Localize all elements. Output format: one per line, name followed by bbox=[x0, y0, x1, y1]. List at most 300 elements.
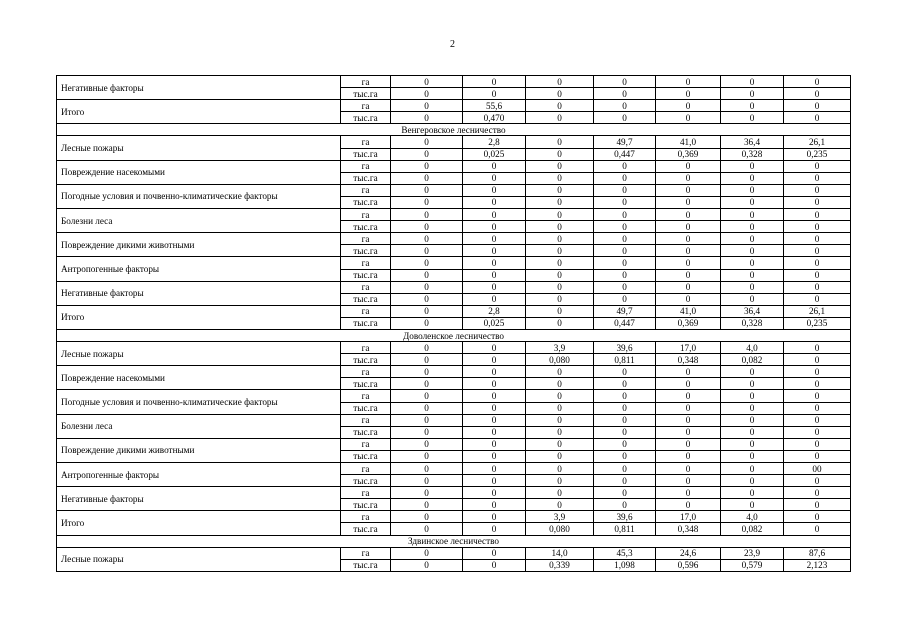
value-cell: 0 bbox=[594, 475, 656, 487]
value-cell: 0 bbox=[721, 390, 784, 402]
table-row bbox=[57, 463, 851, 475]
value-cell: 0 bbox=[391, 136, 463, 148]
value-cell: 0 bbox=[463, 172, 526, 184]
value-cell: 0 bbox=[526, 402, 594, 414]
value-cell: 0 bbox=[721, 245, 784, 257]
table-row bbox=[57, 233, 851, 245]
row-label: Лесные пожары bbox=[57, 342, 341, 366]
value-cell: 0 bbox=[391, 402, 463, 414]
value-cell: 0 bbox=[526, 499, 594, 511]
value-cell: 0 bbox=[656, 463, 721, 475]
value-cell: 0 bbox=[784, 233, 851, 245]
value-cell: 0 bbox=[656, 100, 721, 112]
value-cell: 0 bbox=[594, 426, 656, 438]
value-cell: 0 bbox=[526, 487, 594, 499]
value-cell: 41,0 bbox=[656, 136, 721, 148]
table-row bbox=[57, 100, 851, 112]
unit-cell: тыс.га bbox=[341, 245, 391, 257]
value-cell: 17,0 bbox=[656, 511, 721, 523]
value-cell: 0 bbox=[594, 88, 656, 100]
value-cell: 0 bbox=[721, 257, 784, 269]
value-cell: 0,811 bbox=[594, 523, 656, 535]
value-cell: 0 bbox=[526, 148, 594, 160]
value-cell: 0 bbox=[526, 257, 594, 269]
value-cell: 0 bbox=[463, 245, 526, 257]
value-cell: 2,8 bbox=[463, 305, 526, 317]
table-row bbox=[57, 366, 851, 378]
row-label: Итого bbox=[57, 305, 341, 329]
unit-cell: тыс.га bbox=[341, 475, 391, 487]
value-cell: 0 bbox=[391, 112, 463, 124]
value-cell: 0 bbox=[391, 281, 463, 293]
unit-cell: га bbox=[341, 390, 391, 402]
value-cell: 0 bbox=[463, 342, 526, 354]
value-cell: 0 bbox=[526, 378, 594, 390]
row-label: Болезни леса bbox=[57, 414, 341, 438]
value-cell: 0 bbox=[391, 523, 463, 535]
section-title: Доволенское лесничество bbox=[57, 329, 851, 341]
row-label: Болезни леса bbox=[57, 209, 341, 233]
table-row bbox=[57, 76, 851, 88]
value-cell: 0 bbox=[784, 523, 851, 535]
unit-cell: га bbox=[341, 547, 391, 559]
value-cell: 0,579 bbox=[721, 559, 784, 571]
value-cell: 0 bbox=[526, 414, 594, 426]
value-cell: 0 bbox=[784, 499, 851, 511]
value-cell: 0 bbox=[526, 112, 594, 124]
value-cell: 0 bbox=[784, 160, 851, 172]
value-cell: 49,7 bbox=[594, 305, 656, 317]
table-row bbox=[57, 390, 851, 402]
value-cell: 0 bbox=[391, 209, 463, 221]
value-cell: 00 bbox=[784, 463, 851, 475]
value-cell: 0 bbox=[594, 100, 656, 112]
row-label: Повреждение насекомыми bbox=[57, 160, 341, 184]
value-cell: 0 bbox=[463, 463, 526, 475]
value-cell: 0 bbox=[656, 426, 721, 438]
value-cell: 0,470 bbox=[463, 112, 526, 124]
value-cell: 0 bbox=[391, 269, 463, 281]
value-cell: 0 bbox=[656, 160, 721, 172]
value-cell: 0 bbox=[463, 402, 526, 414]
value-cell: 0 bbox=[784, 257, 851, 269]
value-cell: 23,9 bbox=[721, 547, 784, 559]
value-cell: 0 bbox=[391, 76, 463, 88]
value-cell: 0 bbox=[656, 293, 721, 305]
unit-cell: га bbox=[341, 511, 391, 523]
value-cell: 0 bbox=[526, 317, 594, 329]
value-cell: 0 bbox=[463, 354, 526, 366]
value-cell: 49,7 bbox=[594, 136, 656, 148]
unit-cell: га bbox=[341, 463, 391, 475]
value-cell: 0 bbox=[391, 450, 463, 462]
value-cell: 0 bbox=[656, 378, 721, 390]
value-cell: 0 bbox=[656, 487, 721, 499]
value-cell: 0 bbox=[526, 100, 594, 112]
value-cell: 0 bbox=[594, 499, 656, 511]
row-label: Повреждение дикими животными bbox=[57, 233, 341, 257]
value-cell: 0 bbox=[594, 450, 656, 462]
unit-cell: га bbox=[341, 100, 391, 112]
value-cell: 0 bbox=[721, 233, 784, 245]
value-cell: 0 bbox=[391, 160, 463, 172]
value-cell: 0 bbox=[594, 257, 656, 269]
value-cell: 0 bbox=[721, 76, 784, 88]
section-header-row bbox=[57, 124, 851, 136]
value-cell: 0 bbox=[721, 450, 784, 462]
value-cell: 0 bbox=[463, 160, 526, 172]
value-cell: 0 bbox=[721, 366, 784, 378]
value-cell: 0 bbox=[784, 438, 851, 450]
value-cell: 0 bbox=[656, 499, 721, 511]
row-label: Повреждение насекомыми bbox=[57, 366, 341, 390]
value-cell: 0 bbox=[463, 559, 526, 571]
table-row bbox=[57, 487, 851, 499]
value-cell: 0 bbox=[656, 76, 721, 88]
value-cell: 0 bbox=[594, 245, 656, 257]
unit-cell: га bbox=[341, 342, 391, 354]
value-cell: 0,447 bbox=[594, 317, 656, 329]
value-cell: 0 bbox=[391, 233, 463, 245]
section-header-row bbox=[57, 535, 851, 547]
value-cell: 0 bbox=[391, 100, 463, 112]
value-cell: 14,0 bbox=[526, 547, 594, 559]
value-cell: 0 bbox=[594, 196, 656, 208]
unit-cell: га bbox=[341, 184, 391, 196]
value-cell: 0 bbox=[594, 378, 656, 390]
value-cell: 0,082 bbox=[721, 523, 784, 535]
value-cell: 0 bbox=[656, 184, 721, 196]
value-cell: 0 bbox=[391, 426, 463, 438]
value-cell: 0 bbox=[784, 366, 851, 378]
value-cell: 0,348 bbox=[656, 354, 721, 366]
value-cell: 0 bbox=[721, 499, 784, 511]
value-cell: 0 bbox=[526, 196, 594, 208]
value-cell: 0 bbox=[784, 221, 851, 233]
value-cell: 0 bbox=[721, 112, 784, 124]
value-cell: 0 bbox=[526, 184, 594, 196]
value-cell: 0 bbox=[594, 438, 656, 450]
value-cell: 0 bbox=[391, 317, 463, 329]
value-cell: 0 bbox=[721, 378, 784, 390]
value-cell: 0 bbox=[526, 172, 594, 184]
value-cell: 0 bbox=[391, 354, 463, 366]
value-cell: 0 bbox=[391, 463, 463, 475]
value-cell: 0,811 bbox=[594, 354, 656, 366]
unit-cell: га bbox=[341, 257, 391, 269]
value-cell: 0 bbox=[463, 426, 526, 438]
value-cell: 0 bbox=[784, 390, 851, 402]
value-cell: 0,328 bbox=[721, 148, 784, 160]
value-cell: 0 bbox=[784, 245, 851, 257]
value-cell: 0 bbox=[463, 523, 526, 535]
section-title: Венгеровское лесничество bbox=[57, 124, 851, 136]
section-title: Здвинское лесничество bbox=[57, 535, 851, 547]
unit-cell: га bbox=[341, 414, 391, 426]
value-cell: 0 bbox=[784, 475, 851, 487]
value-cell: 0 bbox=[721, 172, 784, 184]
value-cell: 0 bbox=[656, 221, 721, 233]
value-cell: 0 bbox=[784, 112, 851, 124]
row-label: Лесные пожары bbox=[57, 547, 341, 571]
row-label: Итого bbox=[57, 511, 341, 535]
value-cell: 0 bbox=[594, 112, 656, 124]
value-cell: 0 bbox=[391, 342, 463, 354]
value-cell: 39,6 bbox=[594, 511, 656, 523]
unit-cell: тыс.га bbox=[341, 402, 391, 414]
value-cell: 0 bbox=[463, 378, 526, 390]
table-row bbox=[57, 511, 851, 523]
unit-cell: тыс.га bbox=[341, 112, 391, 124]
value-cell: 0 bbox=[784, 76, 851, 88]
value-cell: 0 bbox=[526, 209, 594, 221]
value-cell: 0 bbox=[463, 76, 526, 88]
table-row bbox=[57, 160, 851, 172]
row-label: Лесные пожары bbox=[57, 136, 341, 160]
value-cell: 0 bbox=[784, 450, 851, 462]
value-cell: 0 bbox=[656, 112, 721, 124]
value-cell: 0,369 bbox=[656, 148, 721, 160]
value-cell: 0 bbox=[463, 196, 526, 208]
value-cell: 0,025 bbox=[463, 317, 526, 329]
value-cell: 0 bbox=[391, 196, 463, 208]
value-cell: 0 bbox=[594, 281, 656, 293]
value-cell: 45,3 bbox=[594, 547, 656, 559]
value-cell: 0 bbox=[594, 221, 656, 233]
unit-cell: га bbox=[341, 305, 391, 317]
unit-cell: тыс.га bbox=[341, 221, 391, 233]
value-cell: 17,0 bbox=[656, 342, 721, 354]
table-row bbox=[57, 547, 851, 559]
unit-cell: тыс.га bbox=[341, 523, 391, 535]
row-label: Погодные условия и почвенно-климатические факторы bbox=[57, 390, 341, 414]
value-cell: 0 bbox=[784, 487, 851, 499]
unit-cell: тыс.га bbox=[341, 88, 391, 100]
value-cell: 0,082 bbox=[721, 354, 784, 366]
value-cell: 0 bbox=[463, 233, 526, 245]
value-cell: 0 bbox=[656, 209, 721, 221]
value-cell: 0 bbox=[526, 233, 594, 245]
value-cell: 0 bbox=[721, 196, 784, 208]
value-cell: 0 bbox=[463, 438, 526, 450]
value-cell: 0 bbox=[391, 499, 463, 511]
value-cell: 0 bbox=[721, 414, 784, 426]
value-cell: 0 bbox=[784, 100, 851, 112]
value-cell: 0 bbox=[594, 293, 656, 305]
value-cell: 1,098 bbox=[594, 559, 656, 571]
value-cell: 0 bbox=[391, 390, 463, 402]
value-cell: 0 bbox=[526, 475, 594, 487]
value-cell: 0 bbox=[784, 354, 851, 366]
value-cell: 0 bbox=[463, 390, 526, 402]
value-cell: 0 bbox=[391, 221, 463, 233]
value-cell: 0 bbox=[784, 402, 851, 414]
value-cell: 0 bbox=[784, 511, 851, 523]
value-cell: 0 bbox=[594, 233, 656, 245]
value-cell: 0 bbox=[594, 402, 656, 414]
value-cell: 0 bbox=[656, 402, 721, 414]
value-cell: 0 bbox=[391, 293, 463, 305]
row-label: Антропогенные факторы bbox=[57, 257, 341, 281]
value-cell: 0 bbox=[656, 233, 721, 245]
value-cell: 26,1 bbox=[784, 305, 851, 317]
value-cell: 0 bbox=[463, 511, 526, 523]
row-label: Негативные факторы bbox=[57, 76, 341, 100]
value-cell: 0 bbox=[391, 378, 463, 390]
value-cell: 0 bbox=[784, 269, 851, 281]
value-cell: 0 bbox=[784, 378, 851, 390]
value-cell: 0 bbox=[526, 366, 594, 378]
value-cell: 0 bbox=[721, 293, 784, 305]
value-cell: 0,339 bbox=[526, 559, 594, 571]
unit-cell: тыс.га bbox=[341, 293, 391, 305]
table-row bbox=[57, 209, 851, 221]
value-cell: 0 bbox=[463, 257, 526, 269]
value-cell: 36,4 bbox=[721, 305, 784, 317]
unit-cell: тыс.га bbox=[341, 317, 391, 329]
value-cell: 0 bbox=[463, 281, 526, 293]
value-cell: 0 bbox=[391, 305, 463, 317]
value-cell: 0,348 bbox=[656, 523, 721, 535]
value-cell: 0 bbox=[391, 245, 463, 257]
unit-cell: га bbox=[341, 76, 391, 88]
unit-cell: тыс.га bbox=[341, 426, 391, 438]
value-cell: 0 bbox=[784, 172, 851, 184]
value-cell: 0 bbox=[391, 511, 463, 523]
unit-cell: га bbox=[341, 233, 391, 245]
value-cell: 0 bbox=[463, 366, 526, 378]
value-cell: 0 bbox=[656, 475, 721, 487]
value-cell: 0 bbox=[784, 281, 851, 293]
value-cell: 0 bbox=[391, 414, 463, 426]
value-cell: 0 bbox=[526, 426, 594, 438]
value-cell: 0,080 bbox=[526, 523, 594, 535]
value-cell: 0 bbox=[526, 221, 594, 233]
value-cell: 0 bbox=[721, 426, 784, 438]
value-cell: 0 bbox=[463, 209, 526, 221]
unit-cell: тыс.га bbox=[341, 269, 391, 281]
value-cell: 0 bbox=[526, 390, 594, 402]
value-cell: 2,123 bbox=[784, 559, 851, 571]
value-cell: 0 bbox=[526, 136, 594, 148]
value-cell: 0 bbox=[391, 88, 463, 100]
value-cell: 0 bbox=[594, 184, 656, 196]
value-cell: 0 bbox=[594, 172, 656, 184]
value-cell: 0,080 bbox=[526, 354, 594, 366]
value-cell: 0 bbox=[526, 293, 594, 305]
value-cell: 0 bbox=[526, 438, 594, 450]
value-cell: 0 bbox=[721, 487, 784, 499]
table-body bbox=[57, 76, 851, 572]
row-label: Негативные факторы bbox=[57, 281, 341, 305]
value-cell: 0 bbox=[784, 414, 851, 426]
value-cell: 0 bbox=[784, 88, 851, 100]
value-cell: 0 bbox=[656, 196, 721, 208]
unit-cell: тыс.га bbox=[341, 378, 391, 390]
value-cell: 0,369 bbox=[656, 317, 721, 329]
value-cell: 0 bbox=[594, 366, 656, 378]
value-cell: 0 bbox=[391, 366, 463, 378]
value-cell: 0 bbox=[656, 257, 721, 269]
value-cell: 0 bbox=[526, 245, 594, 257]
row-label: Антропогенные факторы bbox=[57, 463, 341, 487]
value-cell: 0 bbox=[391, 487, 463, 499]
value-cell: 0,447 bbox=[594, 148, 656, 160]
value-cell: 0 bbox=[784, 209, 851, 221]
section-header-row bbox=[57, 329, 851, 341]
value-cell: 0 bbox=[721, 269, 784, 281]
value-cell: 0 bbox=[463, 475, 526, 487]
unit-cell: тыс.га bbox=[341, 499, 391, 511]
value-cell: 0 bbox=[391, 148, 463, 160]
value-cell: 0 bbox=[391, 559, 463, 571]
value-cell: 0 bbox=[463, 221, 526, 233]
value-cell: 0 bbox=[656, 281, 721, 293]
value-cell: 0 bbox=[721, 438, 784, 450]
value-cell: 0 bbox=[721, 281, 784, 293]
table-row bbox=[57, 184, 851, 196]
value-cell: 2,8 bbox=[463, 136, 526, 148]
row-label: Итого bbox=[57, 100, 341, 124]
value-cell: 0 bbox=[784, 342, 851, 354]
unit-cell: га bbox=[341, 281, 391, 293]
value-cell: 0 bbox=[526, 305, 594, 317]
value-cell: 0 bbox=[721, 100, 784, 112]
value-cell: 0 bbox=[526, 76, 594, 88]
value-cell: 26,1 bbox=[784, 136, 851, 148]
unit-cell: га bbox=[341, 136, 391, 148]
value-cell: 39,6 bbox=[594, 342, 656, 354]
value-cell: 0 bbox=[656, 390, 721, 402]
table-row bbox=[57, 136, 851, 148]
table-row bbox=[57, 281, 851, 293]
value-cell: 24,6 bbox=[656, 547, 721, 559]
value-cell: 0 bbox=[721, 475, 784, 487]
value-cell: 0 bbox=[463, 88, 526, 100]
value-cell: 0,596 bbox=[656, 559, 721, 571]
page-number: 2 bbox=[450, 39, 455, 50]
value-cell: 0 bbox=[594, 76, 656, 88]
value-cell: 0,025 bbox=[463, 148, 526, 160]
value-cell: 4,0 bbox=[721, 511, 784, 523]
value-cell: 0 bbox=[391, 547, 463, 559]
table-row bbox=[57, 257, 851, 269]
value-cell: 0 bbox=[526, 88, 594, 100]
value-cell: 0 bbox=[526, 269, 594, 281]
value-cell: 0 bbox=[463, 499, 526, 511]
value-cell: 0 bbox=[721, 463, 784, 475]
unit-cell: га bbox=[341, 438, 391, 450]
value-cell: 0 bbox=[391, 475, 463, 487]
value-cell: 0 bbox=[594, 414, 656, 426]
value-cell: 0 bbox=[721, 402, 784, 414]
unit-cell: тыс.га bbox=[341, 196, 391, 208]
value-cell: 0 bbox=[391, 172, 463, 184]
value-cell: 0 bbox=[721, 184, 784, 196]
value-cell: 0 bbox=[526, 463, 594, 475]
value-cell: 0 bbox=[656, 88, 721, 100]
value-cell: 36,4 bbox=[721, 136, 784, 148]
value-cell: 0 bbox=[656, 172, 721, 184]
value-cell: 0 bbox=[656, 414, 721, 426]
unit-cell: тыс.га bbox=[341, 559, 391, 571]
value-cell: 0 bbox=[721, 160, 784, 172]
value-cell: 0 bbox=[463, 487, 526, 499]
value-cell: 0 bbox=[391, 438, 463, 450]
table-row bbox=[57, 342, 851, 354]
table-row bbox=[57, 414, 851, 426]
value-cell: 0 bbox=[463, 293, 526, 305]
